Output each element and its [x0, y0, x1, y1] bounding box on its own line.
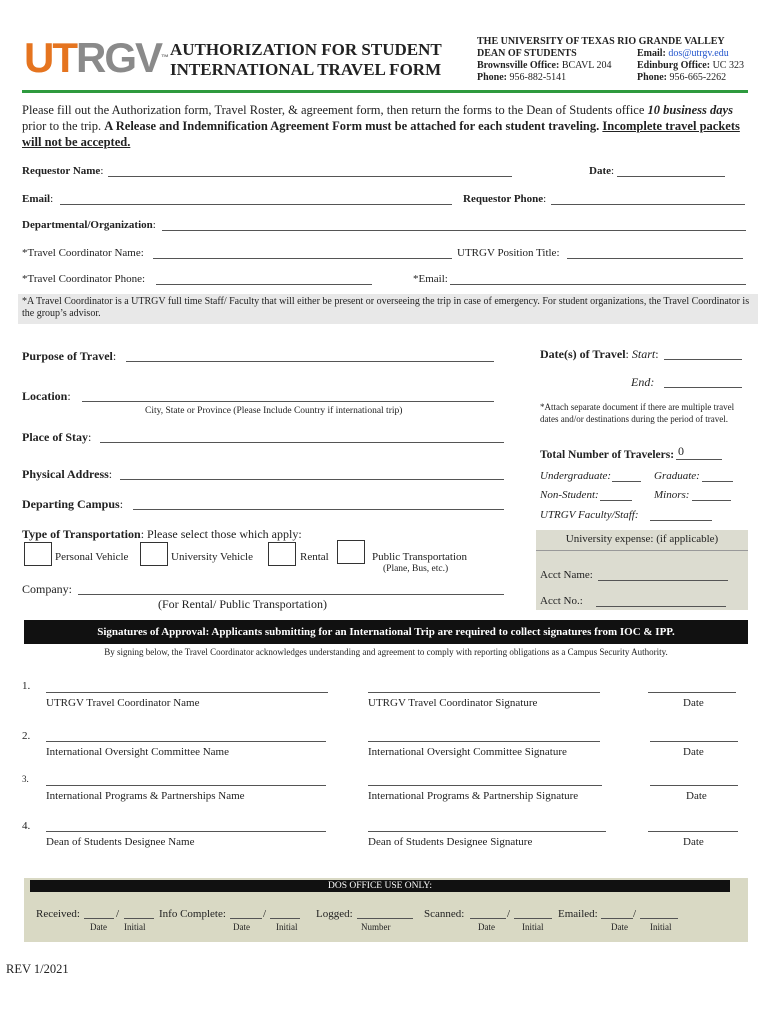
sig-name-label: UTRGV Travel Coordinator Name: [46, 697, 200, 709]
sig-date-label: Date: [686, 790, 707, 802]
utrgv-logo: UTRGV™: [24, 34, 170, 81]
sig-signature-label: Dean of Students Designee Signature: [368, 836, 533, 848]
scanned-initial-caption: Initial: [522, 922, 544, 932]
dept-org-label: Departmental/Organization:: [22, 219, 156, 231]
sig-row-number: 1.: [22, 680, 31, 692]
info-date-field[interactable]: [230, 918, 262, 919]
company-field[interactable]: [78, 594, 504, 595]
slash: /: [263, 908, 267, 920]
slash: /: [633, 908, 637, 920]
coordinator-name-field[interactable]: [153, 258, 452, 259]
received-date-field[interactable]: [84, 918, 114, 919]
requestor-name-field[interactable]: [108, 176, 512, 177]
departing-campus-label: Departing Campus:: [22, 497, 124, 511]
university-vehicle-checkbox[interactable]: [140, 542, 168, 566]
form-title: AUTHORIZATION FOR STUDENT INTERNATIONAL TRAVEL FORM: [170, 40, 442, 79]
instructions: Please fill out the Authorization form, Travel Roster, & agreement form, then return the forms to the Dean of Students office 10 business days prior to the trip. A Release and Indemnification Agreement Form must be attached for each student traveling. Incomplete travel packets will not be accepted.: [22, 103, 740, 149]
date-field[interactable]: [617, 176, 725, 177]
coordinator-date-field[interactable]: [648, 692, 736, 693]
company-hint: (For Rental/ Public Transportation): [158, 597, 327, 611]
public-transport-checkbox[interactable]: [337, 540, 365, 564]
non-student-field[interactable]: [600, 500, 632, 501]
header-divider: [22, 90, 748, 93]
ipp-name-field[interactable]: [46, 785, 326, 786]
email-link[interactable]: dos@utrgv.edu: [668, 48, 729, 59]
non-student-label: Non-Student:: [540, 489, 599, 501]
location-field[interactable]: [82, 401, 494, 402]
dos-signature-field[interactable]: [368, 831, 606, 832]
personal-vehicle-checkbox[interactable]: [24, 542, 52, 566]
emailed-date-field[interactable]: [601, 918, 633, 919]
place-of-stay-label: Place of Stay:: [22, 430, 92, 444]
undergraduate-field[interactable]: [612, 481, 641, 482]
physical-address-label: Physical Address:: [22, 467, 113, 481]
university-vehicle-label: University Vehicle: [171, 551, 253, 563]
slash: /: [507, 908, 511, 920]
slash: /: [116, 908, 120, 920]
sig-row-number: 2.: [22, 730, 31, 742]
transport-label: Type of Transportation: Please select those which apply:: [22, 527, 302, 541]
date-label: Date:: [589, 165, 615, 177]
office-use-header: DOS OFFICE USE ONLY:: [30, 880, 730, 892]
scanned-label: Scanned:: [424, 908, 465, 920]
signatures-ack: By signing below, the Travel Coordinator acknowledges understanding and agreement to comply with reporting obligations as a Campus Security Authority.: [104, 647, 668, 657]
info-initial-caption: Initial: [276, 922, 298, 932]
emailed-initial-field[interactable]: [640, 918, 678, 919]
info-complete-label: Info Complete:: [159, 908, 226, 920]
received-initial-caption: Initial: [124, 922, 146, 932]
coordinator-note: *A Travel Coordinator is a UTRGV full time Staff/ Faculty that will either be present or overseeing the trip in case of emergency. For student organizations, the Travel Coordinator is the group’s advisor.: [18, 294, 758, 324]
acct-no-field[interactable]: [596, 606, 726, 607]
attach-note-box: *Attach separate document if there are multiple travel dates and/or destinations during the period of travel.: [536, 400, 748, 442]
faculty-staff-label: UTRGV Faculty/Staff:: [540, 509, 639, 521]
sig-name-label: International Programs & Partnerships Name: [46, 790, 245, 802]
departing-campus-field[interactable]: [133, 509, 504, 510]
expense-divider: [536, 550, 748, 551]
total-travelers-value[interactable]: 0: [678, 444, 684, 458]
ioc-name-field[interactable]: [46, 741, 326, 742]
revision-label: REV 1/2021: [6, 962, 69, 976]
scanned-initial-field[interactable]: [514, 918, 552, 919]
scanned-date-caption: Date: [478, 922, 495, 932]
graduate-label: Graduate:: [654, 470, 700, 482]
received-date-caption: Date: [90, 922, 107, 932]
location-hint: City, State or Province (Please Include Country if international trip): [145, 406, 403, 416]
university-expense-label: University expense: (if applicable): [565, 533, 719, 545]
coordinator-phone-label: *Travel Coordinator Phone:: [22, 273, 146, 285]
position-title-field[interactable]: [567, 258, 743, 259]
physical-address-field[interactable]: [120, 479, 504, 480]
end-date-field[interactable]: [664, 387, 742, 388]
public-transport-label: Public Transportation: [372, 551, 468, 563]
sig-date-label: Date: [683, 836, 704, 848]
requestor-phone-label: Requestor Phone:: [463, 193, 547, 205]
acct-name-field[interactable]: [598, 580, 728, 581]
sig-signature-label: International Oversight Committee Signature: [368, 746, 567, 758]
emailed-date-caption: Date: [611, 922, 628, 932]
acct-no-label: Acct No.:: [540, 595, 583, 607]
purpose-label: Purpose of Travel:: [22, 349, 117, 363]
coordinator-signature-field[interactable]: [368, 692, 600, 693]
start-date-field[interactable]: [664, 359, 742, 360]
purpose-field[interactable]: [126, 361, 494, 362]
location-label: Location:: [22, 389, 71, 403]
dept-org-field[interactable]: [162, 230, 746, 231]
personal-vehicle-label: Personal Vehicle: [55, 551, 129, 563]
sig-row-number: 4.: [22, 820, 31, 832]
graduate-field[interactable]: [702, 481, 733, 482]
sig-date-label: Date: [683, 697, 704, 709]
sig-name-label: International Oversight Committee Name: [46, 746, 229, 758]
coordinator-phone-field[interactable]: [156, 284, 372, 285]
place-of-stay-field[interactable]: [100, 442, 504, 443]
company-label: Company:: [22, 582, 72, 596]
dos-date-field[interactable]: [648, 831, 738, 832]
dates-label: Date(s) of Travel: Start:: [540, 347, 659, 361]
ioc-signature-field[interactable]: [368, 741, 600, 742]
minors-label: Minors:: [654, 489, 690, 501]
received-initial-field[interactable]: [124, 918, 154, 919]
total-travelers-field: [676, 459, 722, 460]
total-travelers-label: Total Number of Travelers:: [540, 449, 675, 461]
ipp-date-field[interactable]: [650, 785, 738, 786]
emailed-label: Emailed:: [558, 908, 598, 920]
email-field[interactable]: [60, 204, 452, 205]
public-transport-hint: (Plane, Bus, etc.): [383, 564, 449, 574]
undergraduate-label: Undergraduate:: [540, 470, 612, 482]
sig-name-label: Dean of Students Designee Name: [46, 836, 195, 848]
minors-field[interactable]: [692, 500, 731, 501]
rental-label: Rental: [300, 551, 329, 563]
coordinator-name-sig-field[interactable]: [46, 692, 328, 693]
emailed-initial-caption: Initial: [650, 922, 672, 932]
info-initial-field[interactable]: [270, 918, 300, 919]
received-label: Received:: [36, 908, 80, 920]
scanned-date-field[interactable]: [470, 918, 506, 919]
ioc-date-field[interactable]: [650, 741, 738, 742]
logged-number-caption: Number: [361, 922, 391, 932]
position-title-label: UTRGV Position Title:: [457, 247, 560, 259]
email-label: Email:: [22, 193, 54, 205]
dos-name-field[interactable]: [46, 831, 326, 832]
faculty-staff-field[interactable]: [650, 520, 712, 521]
requestor-name-label: Requestor Name:: [22, 165, 104, 177]
coordinator-email-field[interactable]: [450, 284, 746, 285]
sig-signature-label: International Programs & Partnership Signature: [368, 790, 579, 802]
logged-label: Logged:: [316, 908, 353, 920]
logged-number-field[interactable]: [357, 918, 413, 919]
ipp-signature-field[interactable]: [368, 785, 602, 786]
info-date-caption: Date: [233, 922, 250, 932]
sig-row-number: 3.: [22, 774, 29, 784]
sig-date-label: Date: [683, 746, 704, 758]
contact-block: THE UNIVERSITY OF TEXAS RIO GRANDE VALLEY DEAN OF STUDENTS Email: dos@utrgv.edu Brownsville Office: BCAVL 204 Edinburg Office: UC 323 Phone: 956-882-5141 Phone: 956-665-2262: [477, 36, 744, 83]
acct-name-label: Acct Name:: [540, 569, 593, 581]
end-label: End:: [631, 375, 655, 389]
coordinator-name-label: *Travel Coordinator Name:: [22, 247, 144, 259]
coordinator-email-label: *Email:: [413, 273, 448, 285]
sig-signature-label: UTRGV Travel Coordinator Signature: [368, 697, 538, 709]
requestor-phone-field[interactable]: [551, 204, 745, 205]
signatures-header: Signatures of Approval: Applicants submitting for an International Trip are required to collect signatures from IOC & IPP.: [24, 620, 748, 644]
rental-checkbox[interactable]: [268, 542, 296, 566]
